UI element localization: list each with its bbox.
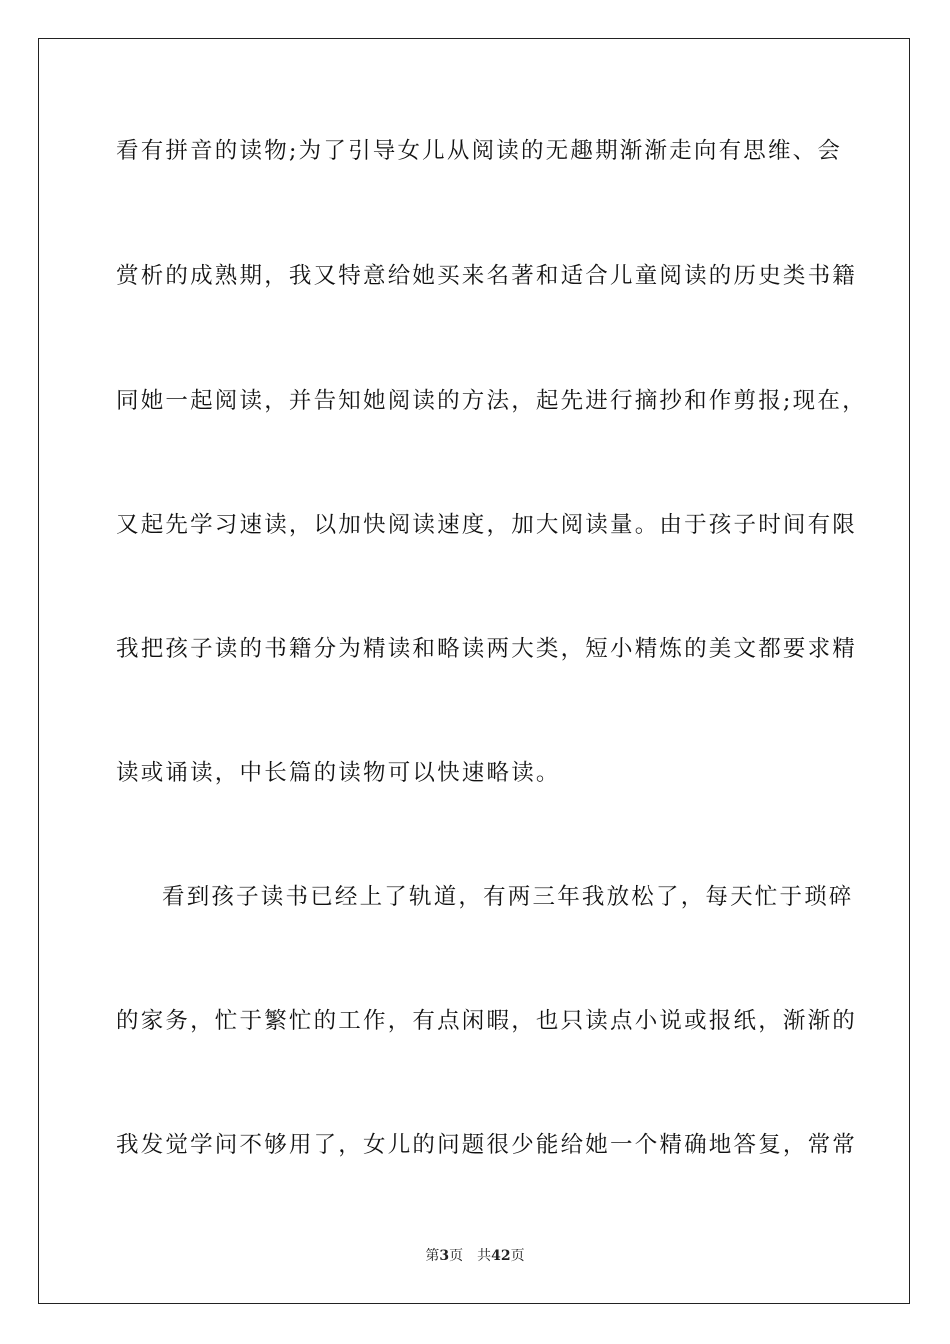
body-text-line-1: 看有拼音的读物;为了引导女儿从阅读的无趣期渐渐走向有思维、会 <box>116 138 843 164</box>
body-text-line-5: 我把孩子读的书籍分为精读和略读两大类，短小精炼的美文都要求精 <box>116 636 858 662</box>
footer-page-prefix: 第 <box>425 1248 440 1264</box>
page-footer <box>0 1247 950 1265</box>
body-text-line-6: 读或诵读，中长篇的读物可以快速略读。 <box>116 760 561 786</box>
page-border <box>38 38 910 1304</box>
body-text-line-2: 赏析的成熟期，我又特意给她买来名著和适合儿童阅读的历史类书籍 <box>116 263 858 289</box>
body-text-line-7: 看到孩子读书已经上了轨道，有两三年我放松了，每天忙于琐碎 <box>162 884 854 910</box>
footer-total-pages: 42 <box>491 1248 511 1264</box>
body-text-line-4: 又起先学习速读，以加快阅读速度，加大阅读量。由于孩子时间有限 <box>116 512 858 538</box>
footer-total-suffix: 页 <box>510 1248 525 1264</box>
body-text-line-9: 我发觉学问不够用了，女儿的问题很少能给她一个精确地答复，常常 <box>116 1132 858 1158</box>
body-text-line-8: 的家务，忙于繁忙的工作，有点闲暇，也只读点小说或报纸，渐渐的 <box>116 1008 858 1034</box>
footer-total-prefix: 共 <box>477 1248 492 1264</box>
footer-page-suffix: 页 <box>449 1248 464 1264</box>
body-text-line-3: 同她一起阅读，并告知她阅读的方法，起先进行摘抄和作剪报;现在， <box>116 388 867 414</box>
footer-page-number: 3 <box>439 1248 450 1264</box>
